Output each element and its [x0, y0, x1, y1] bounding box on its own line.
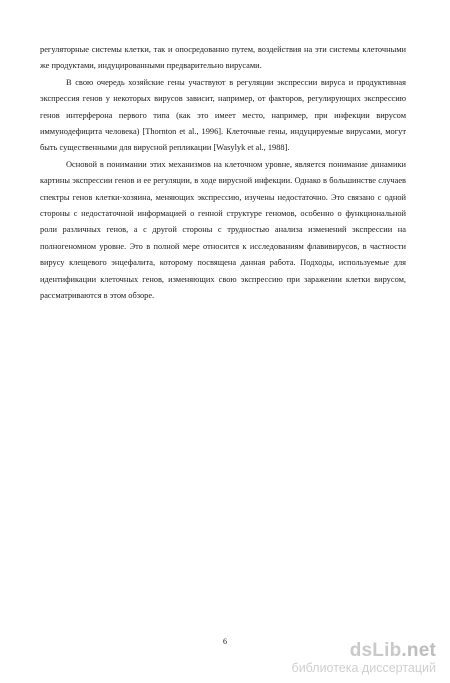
watermark-tagline: библиотека диссертаций — [291, 661, 436, 675]
watermark — [292, 641, 436, 675]
page-number: 6 — [223, 637, 227, 646]
paragraph-continuation: регуляторные системы клетки, так и опосредованно путем, воздействия на эти системы клеточными же продуктами, индуцированными предварительно вирусами. — [40, 45, 406, 71]
body-text — [40, 42, 406, 305]
watermark-logo-main: dsLib — [349, 640, 402, 661]
paragraph-expression-dynamics: Основой в понимании этих механизмов на клеточном уровне, является понимание динамики картины экспрессии генов и ее регуляции, в ходе вирусной инфекции. Однако в большинстве случаев спектры генов клетки-хозяина, меняющих экспрессию, изучены недостаточно. Это связано с одной стороны с недостаточной информацией о генной структуре геномов, особенно о функциональной роли различных генов, а с другой стороны с трудностью анализа изменений экспрессии на полногеномном уровне. Это в полной мере относится к исследованиям флавивирусов, в частности вирусу клещевого энцефалита, которому посвящена данная работа. Подходы, используемые для идентификации клеточных генов, изменяющих свою экспрессию при заражении клетки вирусом, рассматриваются в этом обзоре. — [40, 159, 406, 301]
paragraph-host-genes: В свою очередь хозяйские гены участвуют в регуляции экспрессии вируса и продуктивная экспрессия генов у некоторых вирусов зависит, например, от факторов, регулирующих экспрессию генов интерферона первого типа (как это имеет место, например, при инфекции вирусом иммунодефицита человека) [Thornton et al., 1996]. Клеточные гены, индуцируемые вирусами, могут быть существенными для вирусной репликации [Wasylyk et al., 1988]. — [40, 77, 406, 153]
watermark-logo-suffix: .net — [401, 640, 436, 661]
watermark-logo — [292, 641, 436, 661]
